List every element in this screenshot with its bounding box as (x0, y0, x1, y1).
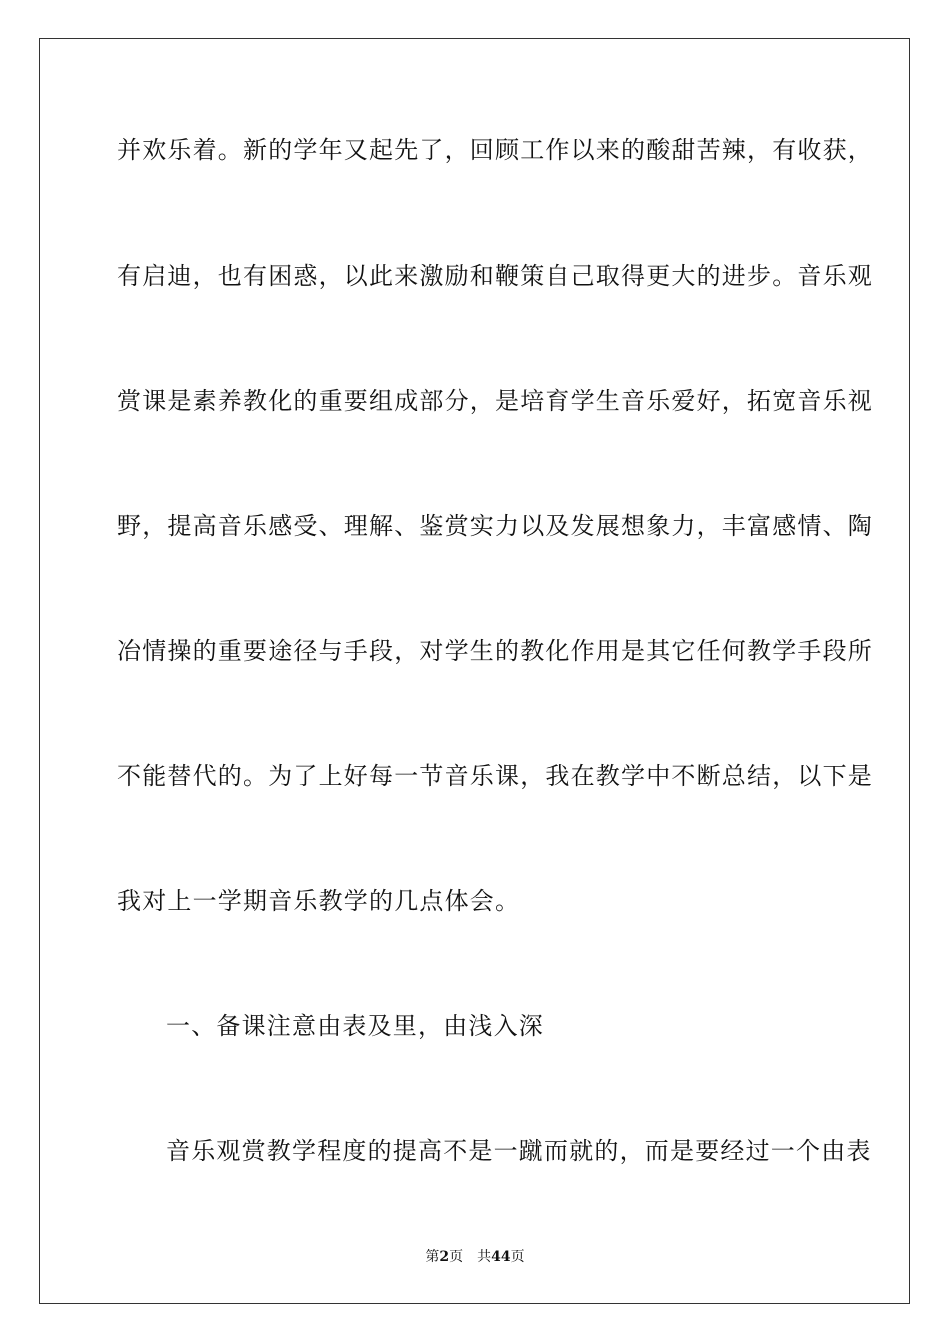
total-label-prefix: 共 (477, 1249, 492, 1265)
body-text-line: 赏课是素养教化的重要组成部分，是培育学生音乐爱好，拓宽音乐视 (117, 387, 873, 415)
section-heading: 一、备课注意由表及里，由浅入深 (166, 1012, 544, 1040)
body-text-line: 有启迪，也有困惑，以此来激励和鞭策自己取得更大的进步。音乐观 (117, 262, 873, 290)
current-page-number: 2 (439, 1249, 450, 1265)
body-text-line: 并欢乐着。新的学年又起先了，回顾工作以来的酸甜苦辣，有收获， (117, 136, 873, 164)
paragraph-first-line: 音乐观赏教学程度的提高不是一蹴而就的，而是要经过一个由表 (166, 1137, 872, 1165)
body-text-line: 我对上一学期音乐教学的几点体会。 (117, 887, 521, 915)
page-label-suffix: 页 (449, 1249, 464, 1265)
total-label-suffix: 页 (510, 1249, 525, 1265)
page-label-prefix: 第 (425, 1249, 440, 1265)
total-page-count: 44 (491, 1249, 511, 1265)
body-text-line: 冶情操的重要途径与手段，对学生的教化作用是其它任何教学手段所 (117, 637, 873, 665)
body-text-line: 野，提高音乐感受、理解、鉴赏实力以及发展想象力，丰富感情、陶 (117, 512, 873, 540)
page-footer (0, 1248, 950, 1266)
page-border (39, 38, 910, 1304)
body-text-line: 不能替代的。为了上好每一节音乐课，我在教学中不断总结，以下是 (117, 762, 873, 790)
